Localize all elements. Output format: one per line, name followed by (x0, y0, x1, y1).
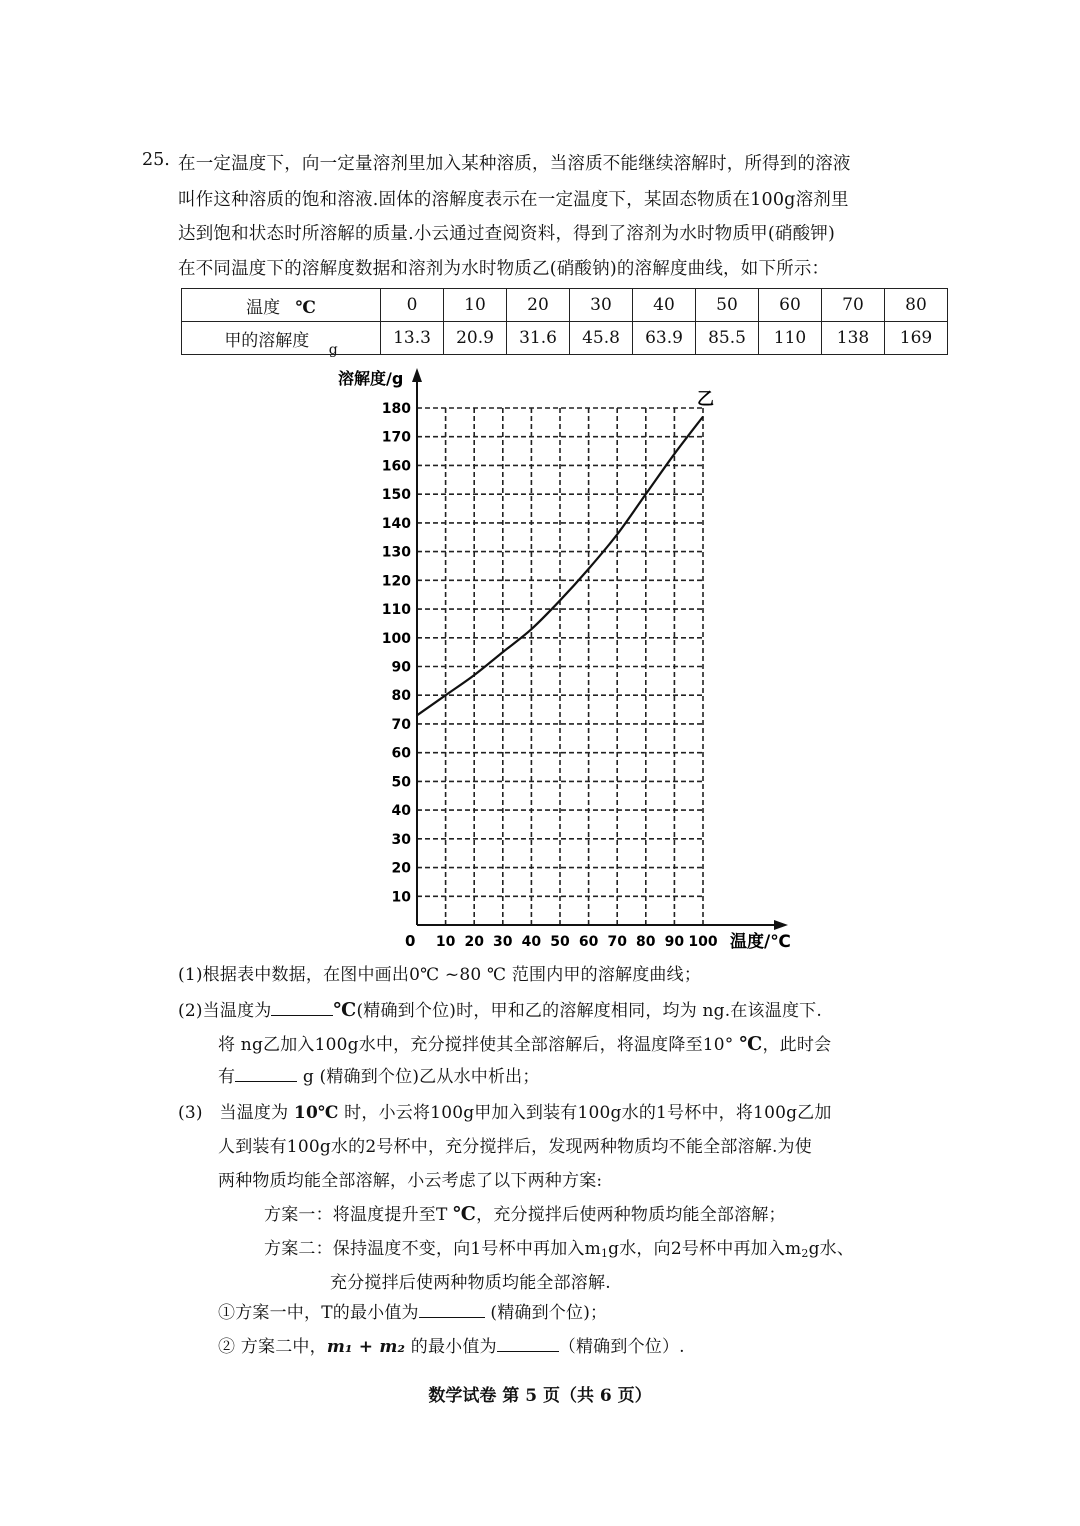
p3-text-c: 时，小云将100g甲加入到装有100g水的1号杯中，将100g乙加 (344, 1103, 832, 1123)
temp-cell: 10 (444, 289, 507, 322)
celsius-symbol: ℃ (333, 999, 357, 1021)
series-line-yi (417, 417, 703, 716)
temperature-header (182, 289, 381, 322)
q2-text-a: ② 方案二中， (218, 1337, 327, 1357)
part-2-line-1 (178, 996, 822, 1021)
plan2-text-c: g水、 (808, 1239, 855, 1259)
temperature-unit: ℃ (295, 297, 316, 318)
celsius-symbol: ℃ (453, 1203, 477, 1225)
p2-text-c: (精确到个位)时，甲和乙的溶解度相同，均为 ng.在该温度下. (356, 1001, 822, 1021)
intro-line-2: 叫作这种溶质的饱和溶液.固体的溶解度表示在一定温度下，某固态物质在100g溶剂里 (178, 190, 849, 210)
subquestion-1 (218, 1298, 607, 1323)
p3-temperature: 10℃ (293, 1103, 339, 1123)
x-tick-label: 50 (550, 934, 570, 950)
p2-line3-b: g (精确到个位)乙从水中析出； (302, 1067, 540, 1087)
solubility-cell: 63.9 (633, 322, 696, 355)
y-axis-label: 溶解度/g (338, 369, 404, 388)
y-tick-label: 170 (381, 429, 411, 446)
y-tick-label: 160 (381, 458, 411, 475)
x-tick-label: 30 (493, 934, 513, 950)
q2-text-c: （精确到个位）. (558, 1337, 685, 1357)
table-row-solubility (182, 322, 948, 355)
x-tick-label: 60 (578, 934, 599, 950)
x-axis-arrow (774, 920, 788, 930)
plan2-sub-1: 1 (600, 1247, 609, 1260)
x-tick-label: 90 (664, 934, 685, 950)
p2-line2-a: 将 ng乙加入100g水中，充分搅拌使其全部溶解后，将温度降至10° (218, 1035, 734, 1055)
temp-cell: 0 (381, 289, 444, 322)
y-tick-label: 60 (391, 745, 411, 762)
y-tick-label: 100 (381, 630, 411, 647)
y-tick-label: 120 (381, 573, 411, 590)
x-axis-label: 温度/℃ (730, 932, 791, 952)
y-tick-label: 180 (381, 401, 411, 417)
part-1: (1)根据表中数据，在图中画出0℃ ~80 ℃ 范围内甲的溶解度曲线； (178, 965, 702, 985)
temp-cell: 20 (507, 289, 570, 322)
temp-cell: 60 (759, 289, 822, 322)
temp-cell: 70 (822, 289, 885, 322)
table-row-temperature (182, 289, 948, 322)
solubility-cell: 85.5 (696, 322, 759, 355)
p3-number: (3) (178, 1103, 203, 1123)
solubility-table (181, 288, 948, 358)
celsius-symbol: ℃ (739, 1033, 763, 1055)
y-tick-label: 10 (391, 889, 411, 906)
answer-blank-m[interactable] (497, 1333, 559, 1352)
series-label-yi: 乙 (697, 389, 714, 410)
y-tick-label: 150 (381, 487, 411, 504)
m1-plus-m2: m₁ + m₂ (326, 1337, 406, 1357)
x-tick-label: 20 (464, 934, 484, 950)
plan1-text-c: ，充分搅拌后使两种物质均能全部溶解； (476, 1205, 786, 1225)
y-tick-label: 130 (381, 544, 411, 561)
solubility-unit: g (328, 341, 338, 358)
p2-line3-a: 有 (218, 1067, 236, 1087)
solubility-header (182, 322, 381, 358)
temp-cell: 30 (570, 289, 633, 322)
temperature-label: 温度 (246, 297, 281, 318)
answer-blank-mass[interactable] (235, 1063, 297, 1082)
answer-blank-temp[interactable] (271, 997, 333, 1016)
x-tick-label: 80 (636, 934, 656, 950)
solubility-cell: 110 (759, 322, 822, 355)
plan2-text-a: 方案二：保持温度不变，向1号杯中再加入m (264, 1239, 601, 1259)
y-tick-label: 90 (391, 659, 411, 676)
q1-text-b: (精确到个位)； (490, 1303, 608, 1323)
plan-1 (264, 1200, 786, 1225)
x-tick-label: 100 (688, 934, 718, 950)
y-tick-label: 140 (381, 515, 411, 532)
y-tick-label: 110 (381, 602, 411, 619)
temp-cell: 40 (633, 289, 696, 322)
x-tick-label: 10 (435, 934, 456, 950)
y-axis-arrow (412, 368, 422, 382)
part-3-line-2: 人到装有100g水的2号杯中，充分搅拌后，发现两种物质均不能全部溶解.为使 (218, 1137, 812, 1157)
page-footer: 数学试卷 第 5 页（共 6 页） (428, 1386, 652, 1406)
plan-2-line-2: 充分搅拌后使两种物质均能全部溶解. (330, 1273, 611, 1293)
solubility-cell: 169 (885, 322, 948, 355)
y-tick-label: 20 (391, 860, 411, 877)
x-tick-label: 70 (607, 934, 627, 950)
y-tick-label: 40 (391, 803, 411, 820)
solubility-cell: 20.9 (444, 322, 507, 355)
question-number: 25. (142, 150, 170, 170)
y-tick-labels (382, 401, 411, 905)
y-tick-label: 50 (391, 774, 411, 791)
plan2-sub-2: 2 (801, 1247, 809, 1260)
solubility-cell: 13.3 (381, 322, 444, 355)
temp-cell: 80 (885, 289, 948, 322)
intro-line-3: 达到饱和状态时所溶解的质量.小云通过查阅资料，得到了溶剂为水时物质甲(硝酸钾) (178, 224, 836, 244)
x-tick-label: 40 (521, 934, 542, 950)
part-3-line-1 (178, 1098, 832, 1123)
x-tick-labels (436, 934, 718, 950)
intro-line-4: 在不同温度下的溶解度数据和溶剂为水时物质乙(硝酸钠)的溶解度曲线，如下所示： (178, 259, 830, 279)
plan2-text-b: g水，向2号杯中再加入m (608, 1239, 802, 1259)
chart-grid (417, 408, 703, 925)
p3-text-a: 当温度为 (219, 1103, 289, 1123)
solubility-label: 甲的溶解度 (224, 330, 310, 351)
y-tick-label: 30 (391, 831, 411, 848)
solubility-cell: 138 (822, 322, 885, 355)
part-2-line-3 (218, 1062, 540, 1087)
solubility-chart (300, 362, 800, 954)
answer-blank-T[interactable] (419, 1299, 485, 1318)
plan1-text-a: 方案一：将温度提升至T (264, 1205, 448, 1225)
origin-label: 0 (405, 932, 416, 950)
chart-axes (412, 368, 788, 930)
part-2-line-2 (218, 1030, 831, 1055)
intro-line-1: 在一定温度下，向一定量溶剂里加入某种溶质，当溶质不能继续溶解时，所得到的溶液 (178, 154, 851, 174)
y-tick-label: 80 (391, 688, 411, 705)
q2-text-b: 的最小值为 (410, 1337, 497, 1357)
plan-2 (264, 1234, 854, 1260)
q1-text-a: ①方案一中，T的最小值为 (218, 1303, 419, 1323)
part-3-line-3: 两种物质均能全部溶解，小云考虑了以下两种方案: (218, 1171, 603, 1191)
p2-text-a: (2)当温度为 (178, 1001, 272, 1021)
y-tick-label: 70 (391, 716, 411, 733)
p2-line2-c: ，此时会 (762, 1035, 832, 1055)
subquestion-2 (218, 1332, 685, 1357)
solubility-cell: 45.8 (570, 322, 633, 355)
solubility-cell: 31.6 (507, 322, 570, 355)
temp-cell: 50 (696, 289, 759, 322)
